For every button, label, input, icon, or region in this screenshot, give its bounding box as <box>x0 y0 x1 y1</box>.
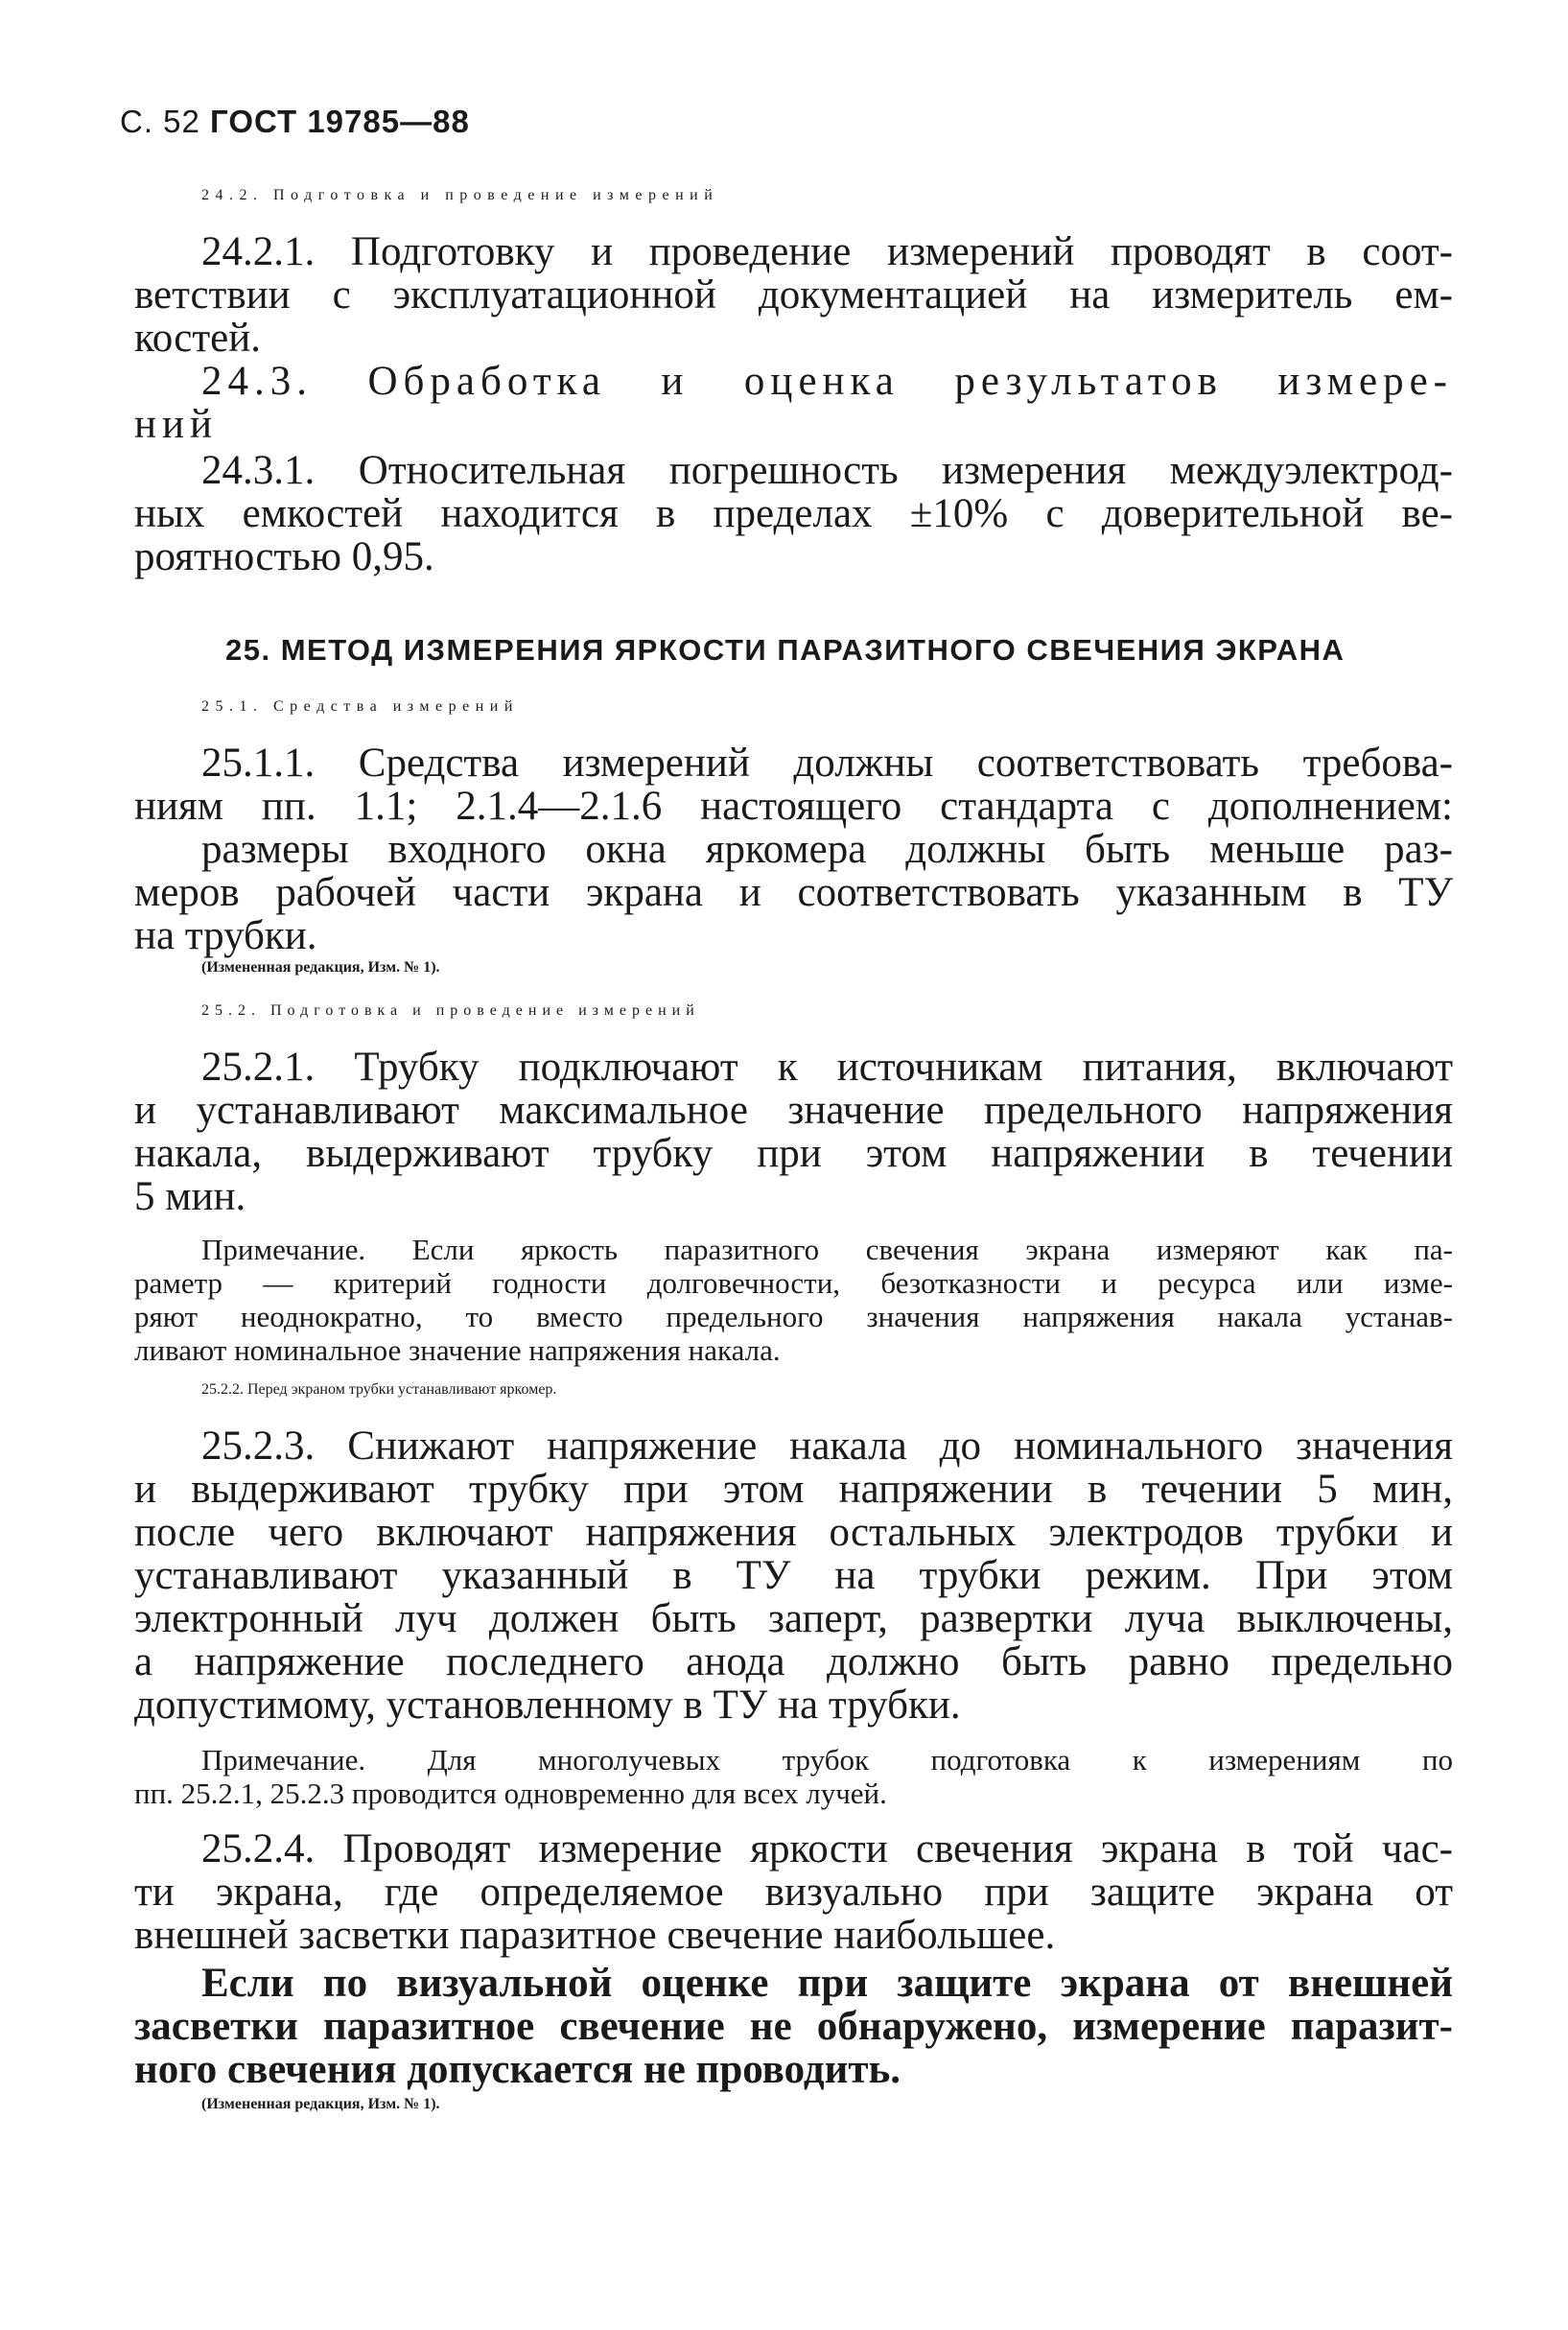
paragraph-line: 25.2.4. Проводят измерение яркости свечения экрана в той час- <box>201 1826 1453 1871</box>
paragraph-line: ти экрана, где определяемое визуально при защите экрана от <box>134 1870 1453 1915</box>
paragraph-line: 25.1.1. Средства измерений должны соответствовать требова- <box>201 741 1453 786</box>
section-25-1-1 <box>134 741 1453 957</box>
section-25-2-2 <box>134 1381 1453 1424</box>
paragraph-line: 25.2.1. Трубку подключают к источникам питания, включают <box>201 1045 1453 1090</box>
standard-code: ГОСТ 19785—88 <box>210 104 470 139</box>
paragraph-line: после чего включают напряжения остальных электродов трубки и <box>134 1510 1453 1555</box>
section-24-2-title: 24.2. Подготовка и проведение измерений <box>201 187 719 203</box>
paragraph-line: ветствии с эксплуатационной документацией на измеритель ем- <box>134 272 1453 318</box>
amendment-note-1 <box>134 959 1453 1002</box>
paragraph-line: и устанавливают максимальное значение предельного напряжения <box>134 1088 1453 1133</box>
paragraph-line: внешней засветки паразитное свечение наибольшее. <box>134 1913 1056 1958</box>
section-25-2-title: 25.2. Подготовка и проведение измерений <box>201 1002 700 1019</box>
paragraph-line: 24.3.1. Относительная погрешность измерения междуэлектрод- <box>201 448 1453 493</box>
page-header <box>120 104 470 140</box>
paragraph-line: роятностью 0,95. <box>134 534 434 579</box>
paragraph-line: засветки паразитное свечение не обнаружено, измерение паразит- <box>134 2004 1453 2049</box>
section-24-2 <box>134 187 1453 230</box>
section-25-2-4-bold <box>134 1962 1453 2091</box>
paragraph-line: 25.2.2. Перед экраном трубки устанавливают яркомер. <box>201 1381 557 1398</box>
paragraph-line: 24.2.1. Подготовку и проведение измерений проводят в соот- <box>201 229 1453 274</box>
page-number: С. 52 <box>120 104 200 139</box>
section-24-3-1 <box>134 449 1453 578</box>
note-line: ряют неоднократно, то вместо предельного значения напряжения накала устанав- <box>134 1300 1453 1333</box>
paragraph-line: ного свечения допускается не проводить. <box>134 2047 901 2092</box>
note-line: ливают номинальное значение напряжения накала. <box>134 1333 781 1367</box>
paragraph-line: ниям пп. 1.1; 2.1.4—2.1.6 настоящего стандарта с дополнением: <box>134 784 1453 829</box>
paragraph-line: и выдерживают трубку при этом напряжении в течении 5 мин, <box>134 1467 1453 1512</box>
note-1 <box>134 1233 1453 1367</box>
note-line: раметр — критерий годности долговечности, безотказности и ресурса или изме- <box>134 1266 1453 1300</box>
paragraph-line: размеры входного окна яркомера должны быть меньше раз- <box>201 827 1453 872</box>
note-line: Примечание. Для многолучевых трубок подготовка к измерениям по <box>201 1743 1453 1777</box>
paragraph-line: накала, выдерживают трубку при этом напряжении в течении <box>134 1131 1453 1176</box>
section-25-1 <box>134 698 1453 741</box>
amendment-text: (Измененная редакция, Изм. № 1). <box>201 959 440 976</box>
note-line: пп. 25.2.1, 25.2.3 проводится одновременно для всех лучей. <box>134 1777 887 1810</box>
section-24-3-title-cont: ний <box>134 402 219 447</box>
section-24-2-1 <box>134 230 1453 360</box>
paragraph-line: допустимому, установленному в ТУ на трубки. <box>134 1683 961 1728</box>
paragraph-line: электронный луч должен быть заперт, развертки луча выключены, <box>134 1596 1453 1641</box>
amendment-text: (Измененная редакция, Изм. № 1). <box>201 2096 440 2112</box>
paragraph-line: 5 мин. <box>134 1174 246 1219</box>
paragraph-line: меров рабочей части экрана и соответствовать указанным в ТУ <box>134 870 1453 915</box>
section-24-3-title: 24.3. Обработка и оценка результатов измере- <box>201 359 1453 404</box>
section-25-2-3 <box>134 1424 1453 1727</box>
section-25-1-title: 25.1. Средства измерений <box>201 698 519 715</box>
amendment-note-2 <box>134 2096 1453 2139</box>
section-25-2-4 <box>134 1827 1453 1957</box>
paragraph-line: костей. <box>134 316 262 361</box>
paragraph-line: 25.2.3. Снижают напряжение накала до номинального значения <box>201 1424 1453 1469</box>
paragraph-line: устанавливают указанный в ТУ на трубки режим. При этом <box>134 1553 1453 1598</box>
section-24-3 <box>134 360 1453 446</box>
paragraph-line: ных емкостей находится в пределах ±10% с доверительной ве- <box>134 491 1453 536</box>
section-25-heading: 25. МЕТОД ИЗМЕРЕНИЯ ЯРКОСТИ ПАРАЗИТНОГО СВЕЧЕНИЯ ЭКРАНА <box>225 633 1346 667</box>
paragraph-line: на трубки. <box>134 913 317 958</box>
paragraph-line: Если по визуальной оценке при защите экрана от внешней <box>201 1961 1453 2006</box>
note-line: Примечание. Если яркость паразитного свечения экрана измеряют как па- <box>201 1233 1453 1266</box>
section-25-2-1 <box>134 1046 1453 1218</box>
paragraph-line: а напряжение последнего анода должно быть равно предельно <box>134 1639 1453 1684</box>
section-25-2 <box>134 1002 1453 1046</box>
note-2 <box>134 1743 1453 1810</box>
